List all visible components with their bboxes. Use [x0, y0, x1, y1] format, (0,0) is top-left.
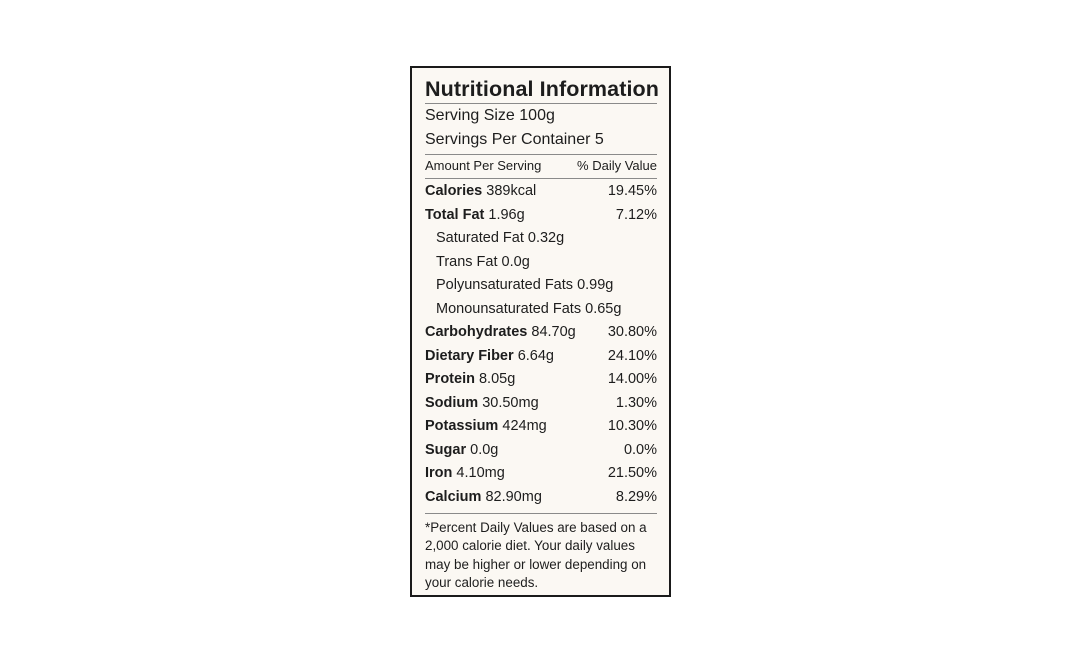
nutrient-daily-value: 19.45% [607, 183, 657, 199]
nutrient-amount: 82.90mg [485, 488, 542, 505]
nutrient-row [425, 298, 657, 322]
nutrient-row [425, 204, 657, 228]
nutrient-row [425, 462, 657, 486]
nutrient-name-amount [436, 227, 564, 251]
nutrient-name: Iron [425, 465, 453, 481]
nutrient-name-amount [425, 180, 536, 204]
nutrient-daily-value: 21.50% [607, 465, 657, 481]
servings-per-container: Servings Per Container 5 [425, 130, 604, 148]
nutrient-name-amount [425, 462, 505, 486]
nutrient-name-amount [425, 392, 539, 416]
nutrient-row [425, 486, 657, 510]
nutrient-daily-value: 30.80% [607, 324, 657, 340]
nutrient-name: Sodium [425, 394, 479, 411]
nutrient-name: Polyunsaturated Fats [436, 277, 574, 293]
nutrient-daily-value: 10.30% [607, 418, 657, 434]
nutrient-name-amount [425, 415, 547, 439]
nutrient-name-amount [425, 204, 525, 228]
nutrient-amount: 4.10mg [456, 465, 505, 481]
label-title: Nutritional Information [425, 77, 660, 101]
nutrient-name: Sugar [425, 441, 467, 458]
serving-info [425, 104, 657, 153]
nutrient-amount: 0.0g [501, 253, 530, 270]
footnote: *Percent Daily Values are based on a 2,000 calorie diet. Your daily values may be higher or lower depending on your calorie needs. [425, 520, 647, 590]
amount-header-row [425, 155, 657, 177]
nutrient-daily-value: 24.10% [607, 347, 657, 364]
nutrient-name: Monounsaturated Fats [436, 300, 582, 317]
nutrient-name: Potassium [425, 418, 499, 434]
nutrient-name: Calories [425, 183, 483, 199]
nutrient-row [425, 415, 657, 439]
nutrient-daily-value: 1.30% [615, 394, 657, 411]
nutrient-row [425, 180, 657, 204]
nutrient-amount: 8.05g [478, 371, 516, 387]
nutrient-list [425, 179, 657, 512]
nutrient-amount: 84.70g [531, 324, 576, 340]
nutrient-amount: 0.99g [577, 277, 614, 293]
nutrient-name: Total Fat [425, 206, 485, 223]
nutrient-row [425, 321, 657, 345]
nutrient-name-amount [425, 321, 576, 345]
nutrient-row [425, 439, 657, 463]
nutrient-row [425, 251, 657, 275]
nutrient-name: Dietary Fiber [425, 347, 514, 364]
nutrient-name-amount [425, 486, 542, 510]
nutrition-label [410, 66, 671, 597]
nutrient-row [425, 227, 657, 251]
nutrient-name-amount [436, 298, 621, 322]
nutrient-amount: 389kcal [486, 183, 537, 199]
amount-per-serving: Amount Per Serving [425, 158, 542, 173]
nutrient-daily-value: 8.29% [615, 488, 657, 505]
nutrient-daily-value: 14.00% [607, 371, 657, 387]
nutrient-daily-value: 7.12% [615, 206, 657, 223]
nutrient-name: Calcium [425, 488, 482, 505]
nutrient-amount: 0.32g [527, 230, 565, 246]
nutrient-name: Saturated Fat [436, 230, 524, 246]
nutrient-row [425, 274, 657, 298]
nutrient-name-amount [436, 274, 613, 298]
daily-value-header: % Daily Value [577, 158, 657, 173]
nutrient-row [425, 368, 657, 392]
nutrient-amount: 1.96g [488, 206, 525, 223]
nutrient-name-amount [425, 439, 498, 463]
nutrient-name-amount [436, 251, 530, 275]
nutrient-name: Carbohydrates [425, 324, 528, 340]
nutrient-amount: 6.64g [517, 347, 554, 364]
nutrient-row [425, 345, 657, 369]
nutrient-amount: 0.0g [470, 441, 499, 458]
nutrient-row [425, 392, 657, 416]
nutrient-name-amount [425, 345, 554, 369]
nutrient-amount: 30.50mg [482, 394, 539, 411]
nutrient-name: Protein [425, 371, 475, 387]
serving-size: Serving Size 100g [425, 107, 555, 124]
nutrient-amount: 0.65g [585, 300, 622, 317]
nutrient-amount: 424mg [502, 418, 547, 434]
nutrient-name-amount [425, 368, 515, 392]
nutrient-name: Trans Fat [436, 253, 498, 270]
nutrient-daily-value: 0.0% [623, 441, 657, 458]
